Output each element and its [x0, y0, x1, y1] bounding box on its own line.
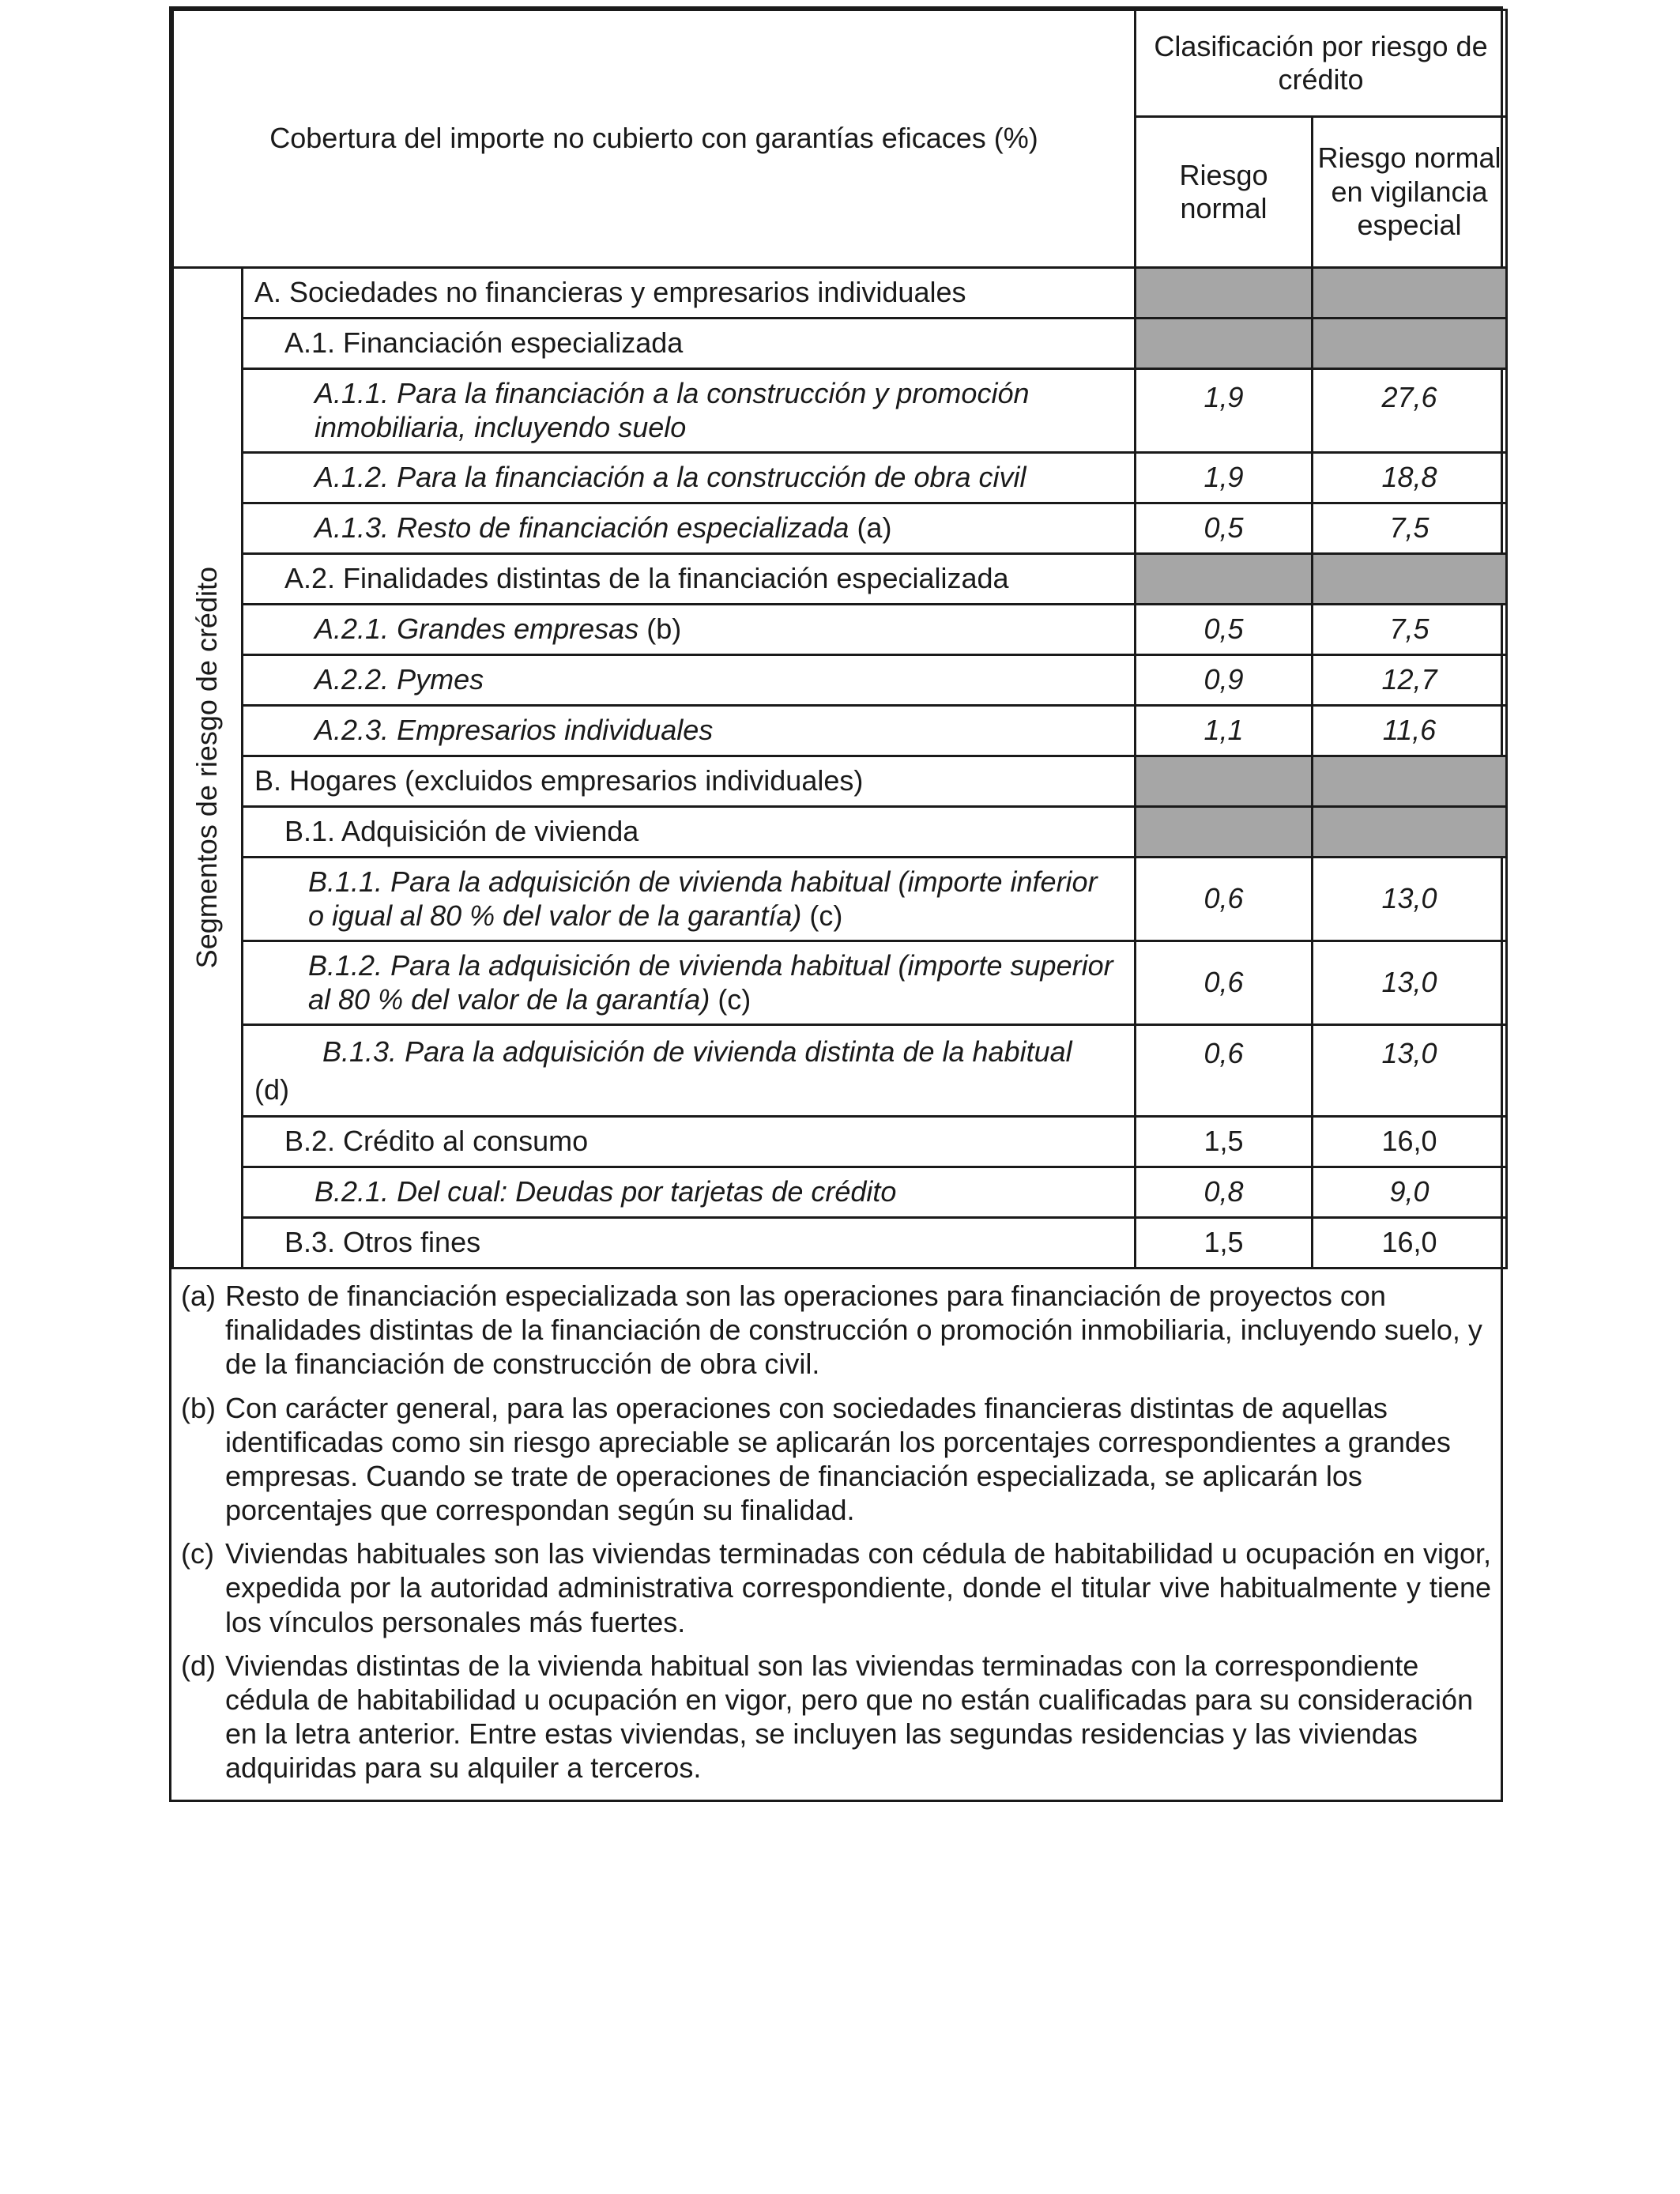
table-row: [173, 1025, 1507, 1117]
table-row: [173, 319, 1507, 369]
value-normal: 0,6: [1136, 1025, 1313, 1117]
footnote-key: (b): [181, 1391, 216, 1424]
row-label: A.1.3. Resto de financiación especializada: [315, 511, 849, 545]
row-label: A.2.1. Grandes empresas: [315, 613, 639, 646]
footnote: [181, 1391, 1491, 1528]
footnote-ref: (b): [638, 613, 682, 646]
row-label: B.1.3. Para la adquisición de vivienda distinta de la habitual: [322, 1035, 1072, 1068]
footnote-text: Viviendas distintas de la vivienda habitual son las viviendas terminadas con la correspondiente cédula de habitabilidad u ocupación en vigor, pero que no están cualificadas para su consideración en la letra anterior. Entre estas viviendas, se incluyen las segundas residencias y las viviendas adquiridas para su alquiler a terceros.: [225, 1649, 1474, 1785]
shaded-cell: [1136, 807, 1313, 858]
row-label: B.1.2. Para la adquisición de vivienda habitual (importe superior al 80 % del valor de la garantía): [308, 949, 1113, 1016]
value-normal: 0,9: [1136, 655, 1313, 706]
value-normal: 1,5: [1136, 1217, 1313, 1268]
table-row: [173, 1217, 1507, 1268]
value-normal: 1,9: [1136, 369, 1313, 453]
row-label: A. Sociedades no financieras y empresarios individuales: [243, 268, 1136, 319]
row-label: A.2.3. Empresarios individuales: [243, 706, 1136, 756]
row-label-cell: [243, 1025, 1136, 1117]
row-label-cell: [243, 941, 1136, 1025]
value-vigilancia: 9,0: [1313, 1167, 1507, 1217]
footnote-ref: (d): [254, 1073, 289, 1106]
footnote-key: (a): [181, 1279, 216, 1312]
table-row: [173, 605, 1507, 655]
classification-header: Clasificación por riesgo de crédito: [1136, 10, 1507, 117]
value-vigilancia: 7,5: [1313, 605, 1507, 655]
row-label: B. Hogares (excluidos empresarios individuales): [243, 756, 1136, 807]
value-vigilancia: 16,0: [1313, 1116, 1507, 1167]
value-normal: 0,8: [1136, 1167, 1313, 1217]
value-normal: 1,9: [1136, 453, 1313, 503]
coverage-table: [171, 9, 1508, 1269]
value-normal: 0,6: [1136, 858, 1313, 941]
value-vigilancia: 13,0: [1313, 1025, 1507, 1117]
col-header-vigilancia: Riesgo normal en vigilancia especial: [1313, 117, 1507, 268]
shaded-cell: [1313, 756, 1507, 807]
table-row: [173, 453, 1507, 503]
table-row: [173, 807, 1507, 858]
footnote: [181, 1279, 1491, 1382]
table-row: [173, 706, 1507, 756]
value-vigilancia: 18,8: [1313, 453, 1507, 503]
segment-label: Segmentos de riesgo de crédito: [190, 567, 224, 969]
table-title: Cobertura del importe no cubierto con garantías eficaces (%): [173, 10, 1136, 268]
value-normal: 0,5: [1136, 503, 1313, 554]
footnote-ref: (c): [710, 982, 751, 1016]
row-label: A.1.1. Para la financiación a la construcción y promoción inmobiliaria, incluyendo suelo: [243, 369, 1136, 453]
value-vigilancia: 11,6: [1313, 706, 1507, 756]
footnote: [181, 1536, 1491, 1639]
table-row: [173, 655, 1507, 706]
table-row: [173, 369, 1507, 453]
value-vigilancia: 13,0: [1313, 858, 1507, 941]
table-row: [173, 1116, 1507, 1167]
value-normal: 1,5: [1136, 1116, 1313, 1167]
table-row: [173, 941, 1507, 1025]
shaded-cell: [1136, 319, 1313, 369]
value-normal: 1,1: [1136, 706, 1313, 756]
row-label-cell: [243, 605, 1136, 655]
shaded-cell: [1136, 554, 1313, 605]
footnote-text: Resto de financiación especializada son las operaciones para financiación de proyectos con finalidades distintas de la financiación de construcción o promoción inmobiliaria, incluyendo suelo, y de la financiación de construcción de obra civil.: [225, 1279, 1482, 1381]
row-label: B.2.1. Del cual: Deudas por tarjetas de crédito: [243, 1167, 1136, 1217]
table-row: [173, 1167, 1507, 1217]
value-vigilancia: 16,0: [1313, 1217, 1507, 1268]
table-row: [173, 554, 1507, 605]
row-label: A.1.2. Para la financiación a la construcción de obra civil: [243, 453, 1136, 503]
row-label-cell: [243, 858, 1136, 941]
shaded-cell: [1313, 554, 1507, 605]
value-vigilancia: 12,7: [1313, 655, 1507, 706]
shaded-cell: [1136, 756, 1313, 807]
value-vigilancia: 27,6: [1313, 369, 1507, 453]
footnote-ref: (c): [801, 899, 843, 932]
table-row: [173, 503, 1507, 554]
col-header-normal: Riesgo normal: [1136, 117, 1313, 268]
footnote-ref: (a): [849, 511, 892, 545]
row-label-cell: [243, 503, 1136, 554]
footnote-text: Con carácter general, para las operaciones con sociedades financieras distintas de aquellas identificadas como sin riesgo apreciable se aplicarán los porcentajes correspondientes a grandes empresas. Cuando se trate de operaciones de financiación especializada, se aplicarán los porcentajes que correspondan según su finalidad.: [225, 1391, 1451, 1527]
footnote-key: (c): [181, 1537, 214, 1570]
table-row: [173, 268, 1507, 319]
segment-cell: [173, 268, 243, 1269]
value-vigilancia: 7,5: [1313, 503, 1507, 554]
coverage-document: [169, 6, 1503, 1802]
row-label: B.2. Crédito al consumo: [243, 1116, 1136, 1167]
shaded-cell: [1313, 319, 1507, 369]
value-normal: 0,6: [1136, 941, 1313, 1025]
header-row-1: [173, 10, 1507, 117]
footnote: [181, 1649, 1491, 1785]
footnote-text: Viviendas habituales son las viviendas terminadas con cédula de habitabilidad u ocupación en vigor, expedida por la autoridad administrativa correspondiente, donde el titular vive habitualmente y tiene los vínculos personales más fuertes.: [225, 1537, 1491, 1638]
shaded-cell: [1313, 268, 1507, 319]
shaded-cell: [1136, 268, 1313, 319]
row-label: B.1. Adquisición de vivienda: [243, 807, 1136, 858]
table-row: [173, 858, 1507, 941]
value-normal: 0,5: [1136, 605, 1313, 655]
row-label: B.3. Otros fines: [243, 1217, 1136, 1268]
row-label: A.2.2. Pymes: [243, 655, 1136, 706]
row-label: A.2. Finalidades distintas de la financiación especializada: [243, 554, 1136, 605]
footnote-key: (d): [181, 1649, 216, 1682]
row-label: B.1.1. Para la adquisición de vivienda habitual (importe inferior o igual al 80 % del valor de la garantía): [308, 865, 1098, 932]
table-row: [173, 756, 1507, 807]
footnotes: [171, 1269, 1501, 1800]
value-vigilancia: 13,0: [1313, 941, 1507, 1025]
row-label: A.1. Financiación especializada: [243, 319, 1136, 369]
shaded-cell: [1313, 807, 1507, 858]
